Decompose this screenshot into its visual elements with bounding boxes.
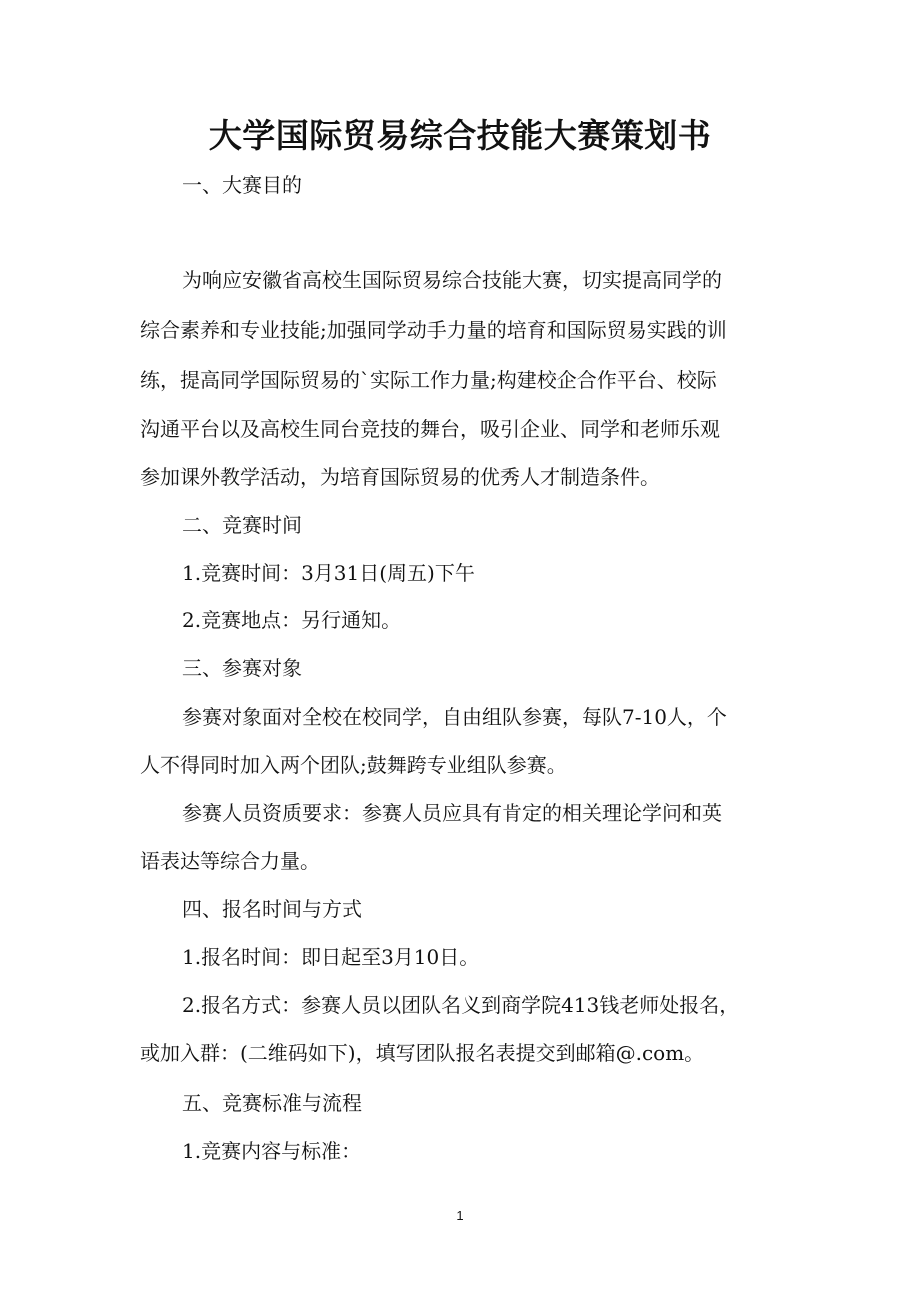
paragraph-line: 或加入群：(二维码如下)，填写团队报名表提交到邮箱@.com。 (140, 1041, 705, 1065)
paragraph-line: 为响应安徽省高校生国际贸易综合技能大赛，切实提高同学的 (182, 268, 722, 292)
list-item: 2.竞赛地点：另行通知。 (182, 608, 402, 632)
paragraph-line: 参赛对象面对全校在校同学，自由组队参赛，每队7-10人，个 (182, 705, 727, 729)
section-heading-purpose: 一、大赛目的 (182, 173, 302, 197)
section-heading-registration: 四、报名时间与方式 (182, 897, 362, 921)
list-item: 1.竞赛时间：3月31日(周五)下午 (182, 561, 475, 585)
paragraph-line: 沟通平台以及高校生同台竞技的舞台，吸引企业、同学和老师乐观 (140, 417, 720, 441)
page-number: 1 (456, 1208, 464, 1223)
list-item: 1.报名时间：即日起至3月10日。 (182, 945, 480, 969)
paragraph-line: 语表达等综合力量。 (140, 849, 320, 873)
document-title: 大学国际贸易综合技能大赛策划书 (208, 116, 712, 155)
paragraph-line: 参加课外教学活动，为培育国际贸易的优秀人才制造条件。 (140, 465, 660, 489)
section-heading-participants: 三、参赛对象 (182, 656, 302, 680)
paragraph-line: 参赛人员资质要求：参赛人员应具有肯定的相关理论学问和英 (182, 801, 722, 825)
section-heading-time: 二、竞赛时间 (182, 513, 302, 537)
paragraph-line: 综合素养和专业技能;加强同学动手力量的培育和国际贸易实践的训 (140, 318, 727, 342)
list-item: 2.报名方式：参赛人员以团队名义到商学院413钱老师处报名， (182, 993, 740, 1017)
paragraph-line: 练，提高同学国际贸易的`实际工作力量;构建校企合作平台、校际 (140, 368, 717, 392)
list-item: 1.竞赛内容与标准： (182, 1139, 362, 1163)
section-heading-standards: 五、竞赛标准与流程 (182, 1091, 362, 1115)
paragraph-line: 人不得同时加入两个团队;鼓舞跨专业组队参赛。 (140, 753, 567, 777)
